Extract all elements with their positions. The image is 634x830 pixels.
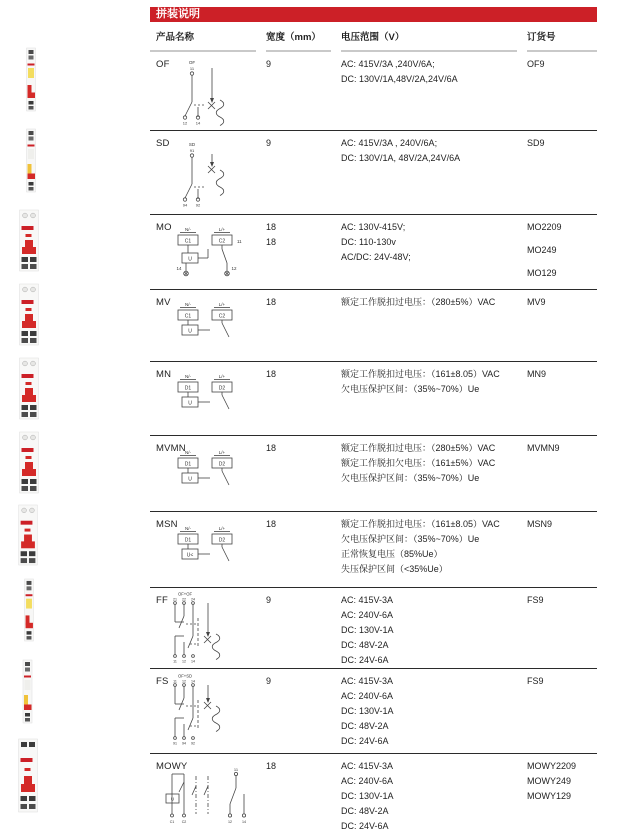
order-cell	[527, 290, 597, 361]
diagram-terminal-label: 11	[189, 66, 195, 71]
voltage-line: DC: 24V-6A	[341, 736, 389, 746]
product-name-cell	[150, 436, 266, 511]
voltage-line: 额定工作脱扣过电压：（280±5%）VAC	[341, 297, 496, 307]
width-value: 18	[266, 222, 277, 232]
product-name-cell	[150, 131, 266, 214]
assembly-section	[150, 7, 597, 830]
voltage-line: AC: 130V-415V;	[341, 222, 406, 232]
order-number: MN9	[527, 369, 547, 379]
width-cell	[266, 669, 341, 753]
voltage-line: AC: 240V-6A	[341, 776, 394, 786]
diagram-label-n: N/-	[185, 526, 191, 531]
order-cell	[527, 588, 597, 668]
product-photo-of	[26, 47, 36, 112]
order-cell	[527, 131, 597, 214]
product-name-cell	[150, 52, 266, 130]
wiring-diagram-ff	[164, 590, 244, 668]
voltage-cell	[341, 131, 527, 214]
order-cell	[527, 512, 597, 587]
product-name-cell	[150, 290, 266, 361]
table-row-mvmn	[150, 436, 597, 512]
voltage-cell	[341, 215, 527, 289]
table-row-msn	[150, 512, 597, 588]
voltage-cell	[341, 436, 527, 511]
order-number: MSN9	[527, 519, 553, 529]
voltage-line: DC: 24V-6A	[341, 655, 389, 665]
voltage-line: DC: 48V-2A	[341, 721, 389, 731]
diagram-box-label: C1	[184, 313, 192, 320]
diagram-label-n: N/-	[185, 227, 191, 232]
table-row-fs	[150, 669, 597, 754]
diagram-terminal-label: 94	[182, 741, 186, 746]
wiring-diagram-mowy	[158, 762, 264, 828]
diagram-terminal-label: 24	[191, 597, 195, 602]
voltage-cell	[341, 512, 527, 587]
voltage-line: AC: 415V-3A	[341, 761, 394, 771]
voltage-line: AC: 415V/3A ,240V/6A;	[341, 59, 435, 69]
width-value: 9	[266, 676, 272, 686]
order-number: MO129	[527, 268, 557, 278]
voltage-line: 正常恢复电压（85%Ue）	[341, 549, 443, 559]
table-row-of	[150, 52, 597, 131]
product-name: MO	[156, 222, 172, 233]
product-photo-sd	[26, 128, 36, 193]
product-photo-mv	[19, 283, 39, 346]
voltage-line: AC: 240V-6A	[341, 691, 394, 701]
voltage-line: AC/DC: 24V-48V;	[341, 252, 411, 262]
diagram-title: OF+OF	[177, 591, 193, 597]
voltage-line: DC: 130V-1A	[341, 625, 394, 635]
table-row-mowy	[150, 754, 597, 830]
diagram-box-label: C2	[218, 238, 226, 245]
order-number: MO2209	[527, 222, 562, 232]
product-photo-msn	[18, 504, 38, 566]
product-name: OF	[156, 59, 170, 70]
section-title-bar: 拼装说明	[150, 7, 597, 22]
order-cell	[527, 52, 597, 130]
voltage-cell	[341, 754, 527, 830]
diagram-box-label: U	[188, 400, 192, 407]
diagram-box-label: D1	[184, 537, 192, 544]
diagram-title: OF+SD	[177, 673, 193, 679]
diagram-terminal-label: 14	[242, 820, 246, 824]
width-value: 18	[266, 443, 277, 453]
table-row-sd	[150, 131, 597, 215]
product-name: MSN	[156, 519, 178, 530]
product-name-cell	[150, 215, 266, 289]
diagram-terminal-label: 12	[182, 120, 188, 126]
order-number: MOWY2209	[527, 761, 577, 771]
width-cell	[266, 362, 341, 435]
voltage-line: DC: 24V-6A	[341, 821, 389, 830]
width-cell	[266, 754, 341, 830]
voltage-cell	[341, 362, 527, 435]
product-name: FS	[156, 676, 169, 687]
diagram-label-l: L/+	[218, 450, 226, 455]
order-cell	[527, 669, 597, 753]
voltage-line: AC: 415V-3A	[341, 595, 394, 605]
product-photo-fs	[22, 659, 33, 724]
diagram-box-label: D1	[184, 385, 192, 392]
table-row-mn	[150, 362, 597, 436]
diagram-box-label: D2	[218, 537, 226, 544]
diagram-box-label: U<	[186, 552, 194, 559]
voltage-cell	[341, 52, 527, 130]
product-photo-mvmn	[19, 431, 39, 494]
product-name-cell	[150, 512, 266, 587]
wiring-diagram-mn	[164, 372, 264, 412]
diagram-terminal-label: 14	[191, 659, 195, 664]
diagram-title: SD	[188, 142, 196, 147]
voltage-line: 失压保护区间（<35%Ue）	[341, 564, 448, 574]
width-cell	[266, 52, 341, 130]
voltage-cell	[341, 290, 527, 361]
voltage-line: DC: 130V/1A,48V/2A,24V/6A	[341, 74, 458, 84]
voltage-line: DC: 110-130v	[341, 237, 396, 247]
voltage-line: AC: 240V-6A	[341, 610, 394, 620]
order-cell	[527, 215, 597, 289]
order-number: OF9	[527, 59, 545, 69]
width-value: 18	[266, 369, 277, 379]
width-value: 9	[266, 138, 272, 148]
diagram-label-l: L/+	[218, 374, 226, 379]
diagram-box-label: C2	[218, 313, 226, 320]
diagram-terminal-label: 11	[173, 659, 177, 664]
product-photo-mowy	[18, 738, 38, 813]
voltage-cell	[341, 588, 527, 668]
diagram-box-label: C1	[184, 238, 192, 245]
voltage-line: DC: 130V/1A, 48V/2A,24V/6A	[341, 153, 461, 163]
product-photo-mn	[19, 357, 39, 420]
product-name-cell	[150, 754, 266, 830]
table-row-mo	[150, 215, 597, 290]
wiring-diagram-mo	[164, 225, 264, 281]
order-cell	[527, 754, 597, 830]
diagram-terminal-label: 12	[182, 679, 186, 684]
diagram-terminal-label: 12	[231, 266, 237, 271]
product-name-cell	[150, 669, 266, 753]
diagram-title: OF	[188, 60, 196, 65]
wiring-diagram-sd	[166, 139, 246, 209]
diagram-terminal-label: 11	[233, 767, 239, 772]
diagram-terminal-label: 92	[191, 741, 195, 746]
table-row-mv	[150, 290, 597, 362]
product-photo-mo	[19, 209, 39, 272]
diagram-terminal-label: 11	[173, 679, 177, 684]
wiring-diagram-msn	[164, 524, 264, 564]
width-value: 18	[266, 237, 277, 247]
voltage-line: 欠电压保护区间：（35%~70%）Ue	[341, 473, 480, 483]
diagram-terminal-label: 14	[191, 679, 195, 684]
table-row-ff	[150, 588, 597, 669]
diagram-box-label: U	[170, 796, 175, 802]
diagram-terminal-label: 12	[182, 659, 186, 664]
order-number: FS9	[527, 676, 544, 686]
header-voltage-range: 电压范围（V）	[341, 29, 517, 52]
diagram-box-label: U	[188, 476, 192, 483]
product-name: MOWY	[156, 761, 188, 772]
diagram-terminal-label: 92	[195, 202, 201, 208]
diagram-terminal-label: 12	[228, 820, 232, 824]
diagram-terminal-label: 21	[173, 597, 177, 602]
product-name-cell	[150, 588, 266, 668]
wiring-diagram-fs	[164, 671, 244, 751]
product-name: SD	[156, 138, 170, 149]
voltage-line: DC: 130V-1A	[341, 791, 394, 801]
diagram-box-label: U	[188, 256, 192, 263]
diagram-label-n: N/-	[185, 374, 191, 379]
order-number: SD9	[527, 138, 545, 148]
width-cell	[266, 588, 341, 668]
order-number: MOWY249	[527, 776, 572, 786]
voltage-line: 额定工作脱扣过电压：（161±8.05）VAC	[341, 369, 500, 379]
diagram-terminal-label: 94	[182, 202, 188, 208]
voltage-line: DC: 130V-1A	[341, 706, 394, 716]
product-name: FF	[156, 595, 169, 606]
voltage-line: AC: 415V-3A	[341, 676, 394, 686]
wiring-diagram-of	[166, 58, 246, 126]
voltage-cell	[341, 669, 527, 753]
product-name-cell	[150, 362, 266, 435]
table-header-row	[150, 22, 597, 52]
voltage-line: DC: 48V-2A	[341, 640, 389, 650]
diagram-terminal-label: 11	[237, 239, 242, 244]
product-name: MV	[156, 297, 171, 308]
width-cell	[266, 131, 341, 214]
wiring-diagram-mv	[164, 300, 264, 340]
header-order-number: 订货号	[527, 29, 597, 52]
order-number: MVMN9	[527, 443, 560, 453]
diagram-terminal-label: 91	[173, 741, 177, 746]
diagram-label-n: N/-	[185, 450, 191, 455]
width-cell	[266, 512, 341, 587]
diagram-terminal-label: 14	[195, 120, 201, 126]
diagram-box-label: U	[188, 328, 192, 335]
voltage-line: 额定工作脱扣过电压：（161±8.05）VAC	[341, 519, 500, 529]
voltage-line: 欠电压保护区间：（35%~70%）Ue	[341, 384, 480, 394]
header-product-name: 产品名称	[150, 29, 256, 52]
diagram-label-l: L/+	[218, 227, 226, 232]
header-width: 宽度（mm）	[266, 29, 331, 52]
diagram-terminal-label: 14	[176, 266, 182, 271]
diagram-terminal-label: C1	[169, 820, 175, 824]
diagram-terminal-label: 91	[189, 148, 195, 153]
order-number: MO249	[527, 245, 557, 255]
diagram-label-l: L/+	[218, 302, 226, 307]
order-cell	[527, 362, 597, 435]
width-value: 9	[266, 59, 272, 69]
diagram-terminal-label: C2	[181, 820, 187, 824]
diagram-label-n: N/-	[185, 302, 191, 307]
order-number: FS9	[527, 595, 544, 605]
voltage-line: DC: 48V-2A	[341, 806, 389, 816]
width-value: 18	[266, 761, 277, 771]
diagram-box-label: D2	[218, 461, 226, 468]
diagram-box-label: D2	[218, 385, 226, 392]
diagram-label-l: L/+	[218, 526, 226, 531]
order-number: MV9	[527, 297, 546, 307]
voltage-line: 额定工作脱扣过电压：（280±5%）VAC	[341, 443, 496, 453]
width-value: 18	[266, 519, 277, 529]
order-number: MOWY129	[527, 791, 572, 801]
diagram-box-label: D1	[184, 461, 192, 468]
width-cell	[266, 436, 341, 511]
product-name: MVMN	[156, 443, 186, 454]
product-name: MN	[156, 369, 172, 380]
voltage-line: 欠电压保护区间：（35%~70%）Ue	[341, 534, 480, 544]
width-cell	[266, 290, 341, 361]
width-value: 9	[266, 595, 272, 605]
width-value: 18	[266, 297, 277, 307]
width-cell	[266, 215, 341, 289]
wiring-diagram-mvmn	[164, 448, 264, 488]
product-photo-ff	[24, 578, 34, 642]
diagram-terminal-label: 22	[182, 597, 186, 602]
voltage-line: 额定工作脱扣欠电压：（161±5%）VAC	[341, 458, 496, 468]
order-cell	[527, 436, 597, 511]
voltage-line: AC: 415V/3A , 240V/6A;	[341, 138, 438, 148]
